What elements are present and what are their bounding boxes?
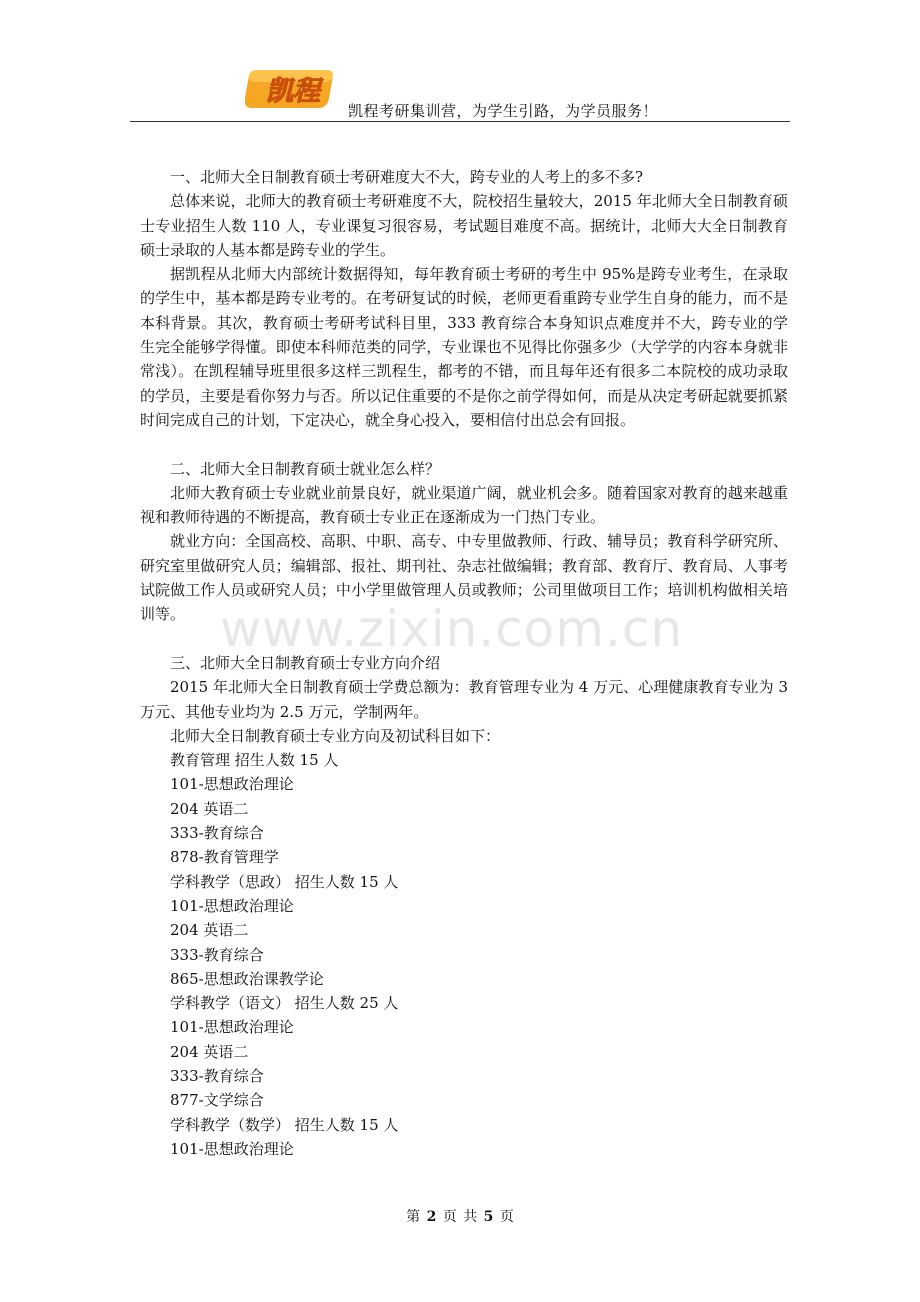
paragraph: 北师大教育硕士专业就业前景良好，就业渠道广阔，就业机会多。随着国家对教育的越来越重视和教师待遇的不断提高，教育硕士专业正在逐渐成为一门热门专业。: [140, 483, 788, 527]
list-line: 877-文学综合: [170, 1091, 264, 1110]
list-line: 101-思想政治理论: [170, 896, 294, 915]
paragraph: 总体来说，北师大的教育硕士考研难度不大，院校招生量较大，2015 年北师大全日制教育硕士专业招生人数 110 人，专业课复习很容易，考试题目难度不高。据统计，北师大大全日制教育硕士录取的人基本都是跨专业的学生。: [140, 192, 788, 259]
header-slogan: 凯程考研集训营，为学生引路，为学员服务！: [348, 102, 659, 120]
list-line: 学科教学（数学） 招生人数 15 人: [170, 1115, 399, 1134]
header-divider: [130, 121, 790, 122]
list-line: 878-教育管理学: [170, 848, 279, 867]
svg-text:凯程: 凯程: [266, 76, 320, 107]
section-employment: [140, 457, 788, 627]
section-heading: 二、北师大全日制教育硕士就业怎么样？: [170, 459, 441, 478]
paragraph: 据凯程从北师大内部统计数据得知，每年教育硕士考研的考生中 95%是跨专业考生，在录取的学生中，基本都是跨专业考的。在考研复试的时候，老师更看重跨专业学生自身的能力，而不是本科背景。其次，教育硕士考研考试科目里，333 教育综合本身知识点难度并不大，跨专业的学生完全能够学得懂。即使本科师范类的同学，专业课也不见得比你强多少（大学学的内容本身就非常浅）。在凯程辅导班里很多这样三凯程生，都考的不错，而且每年还有很多二本院校的成功录取的学员，主要是看你努力与否。所以记住重要的不是你之前学得如何，而是从决定考研起就要抓紧时间完成自己的计划，下定决心，就全身心投入，要相信付出总会有回报。: [140, 265, 788, 429]
list-line: 204 英语二: [170, 799, 249, 818]
list-line: 333-教育综合: [170, 945, 264, 964]
list-line: 865-思想政治课教学论: [170, 969, 324, 988]
page-header: [130, 62, 790, 122]
list-line: 333-教育综合: [170, 1066, 264, 1085]
footer-prefix: 第: [406, 1209, 421, 1225]
list-line: 204 英语二: [170, 1042, 249, 1061]
list-line: 教育管理 招生人数 15 人: [170, 751, 339, 770]
section-heading: 三、北师大全日制教育硕士专业方向介绍: [170, 653, 441, 672]
document-body: [140, 165, 788, 1161]
total-page-number: 5: [483, 1209, 494, 1225]
section-directions: [140, 651, 788, 1161]
kaicheng-logo: [245, 64, 337, 116]
list-line: 204 英语二: [170, 921, 249, 940]
list-line: 333-教育综合: [170, 824, 264, 843]
list-line: 101-思想政治理论: [170, 1018, 294, 1037]
paragraph: 2015 年北师大全日制教育硕士学费总额为：教育管理专业为 4 万元、心理健康教育专业为 3 万元、其他专业均为 2.5 万元，学制两年。: [140, 678, 788, 721]
list-line: 北师大全日制教育硕士专业方向及初试科目如下：: [170, 726, 501, 745]
section-difficulty: [140, 165, 788, 432]
list-line: 101-思想政治理论: [170, 1139, 294, 1158]
current-page-number: 2: [426, 1209, 437, 1225]
paragraph: 就业方向：全国高校、高职、中职、高专、中专里做教师、行政、辅导员；教育科学研究所、研究室里做研究人员；编辑部、报社、期刊社、杂志社做编辑；教育部、教育厅、教育局、人事考试院做工作人员或研究人员；中小学里做管理人员或教师；公司里做项目工作；培训机构做相关培训等。: [140, 532, 788, 624]
watermark: www.zixin.com.cn: [220, 600, 684, 658]
list-line: 学科教学（语文） 招生人数 25 人: [170, 994, 399, 1013]
list-line: 101-思想政治理论: [170, 775, 294, 794]
list-line: 学科教学（思政） 招生人数 15 人: [170, 872, 399, 891]
footer-middle: 页 共: [442, 1209, 478, 1225]
page-footer: [0, 1206, 920, 1226]
section-heading: 一、北师大全日制教育硕士考研难度大不大，跨专业的人考上的多不多?: [170, 168, 644, 186]
footer-suffix: 页: [499, 1209, 514, 1225]
